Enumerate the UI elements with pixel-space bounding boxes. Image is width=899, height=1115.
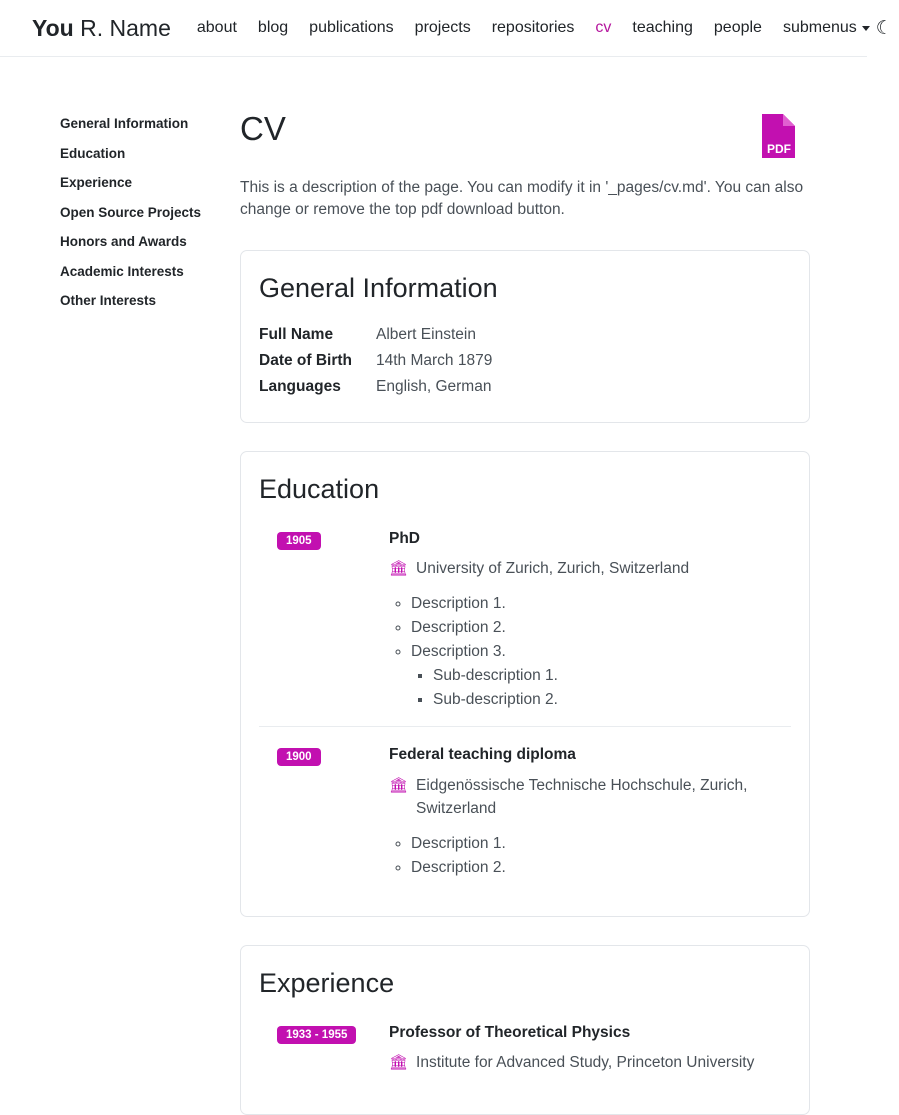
top-navbar [0, 0, 893, 57]
info-key-date-of-birth: Date of Birth [259, 351, 352, 369]
table-row [259, 322, 492, 348]
info-key-full-name: Full Name [259, 325, 334, 343]
list-item [259, 726, 791, 894]
chevron-down-icon [862, 26, 870, 31]
list-item [259, 523, 791, 726]
main-content [240, 109, 860, 1115]
moon-icon[interactable]: ☾ [875, 17, 893, 39]
card-education [240, 451, 810, 917]
entry-subdescription-list [411, 664, 785, 712]
list-item [259, 1017, 791, 1092]
entry-description-text: Description 3. [411, 643, 506, 661]
entry-title: PhD [389, 529, 420, 547]
page-title: CV [240, 110, 286, 147]
nav-dropdown-submenus[interactable] [783, 19, 870, 37]
list-item: ◦ Description 2. [411, 856, 785, 880]
entry-body [389, 745, 791, 880]
bank-icon: 🏛 [389, 1054, 409, 1072]
entry-institution-row [389, 557, 785, 580]
info-key-languages: Languages [259, 377, 341, 395]
card-experience [240, 945, 810, 1115]
list-item: ▪ Sub-description 2. [433, 688, 785, 712]
list-item [411, 640, 785, 712]
sidebar-item-education[interactable]: Education [60, 145, 126, 161]
status-badge: 1933 - 1955 [277, 1026, 356, 1044]
nav-link-about[interactable]: about [196, 19, 237, 36]
pdf-file-icon [756, 113, 800, 159]
info-value-date-of-birth: 14th March 1879 [376, 351, 493, 369]
nav-link-repositories[interactable]: repositories [491, 19, 575, 36]
entry-title: Federal teaching diploma [389, 746, 576, 764]
entry-date-column [259, 529, 389, 712]
entry-body [389, 529, 791, 712]
entry-date-column [259, 745, 389, 880]
entry-title: Professor of Theoretical Physics [389, 1024, 631, 1042]
nav-links [197, 19, 870, 37]
entry-institution: Institute for Advanced Study, Princeton University [416, 1054, 755, 1072]
toc-sidebar [0, 109, 240, 1115]
page-description: This is a description of the page. You can modify it in '_pages/cv.md'. You can also change or remove the top pdf download button. [240, 179, 804, 219]
card-general-information [240, 250, 810, 423]
svg-text:PDF: PDF [767, 142, 791, 156]
card-heading-experience: Experience [259, 968, 395, 999]
status-badge: 1905 [277, 532, 321, 550]
table-row [259, 374, 492, 400]
nav-link-teaching[interactable]: teaching [632, 19, 693, 36]
list-item: ◦ Description 2. [411, 616, 785, 640]
info-value-full-name: Albert Einstein [376, 325, 476, 343]
list-item: ◦ Description 1. [411, 592, 785, 616]
nav-dropdown-label: submenus [782, 19, 857, 36]
pdf-download-button[interactable] [756, 113, 800, 159]
entry-description-list [389, 592, 785, 712]
sidebar-item-experience[interactable]: Experience [60, 175, 133, 191]
nav-link-publications[interactable]: publications [309, 19, 394, 36]
nav-link-people[interactable]: people [713, 19, 762, 36]
sidebar-item-open-source-projects[interactable]: Open Source Projects [60, 204, 202, 220]
list-item: ▪ Sub-description 1. [433, 664, 785, 688]
entry-institution: Eidgenössische Technische Hochschule, Zurich, Switzerland [416, 776, 748, 817]
sidebar-item-other-interests[interactable]: Other Interests [60, 293, 157, 309]
nav-link-blog[interactable]: blog [257, 19, 289, 36]
entry-institution-row [389, 774, 785, 821]
site-brand[interactable] [32, 15, 171, 42]
card-heading-education: Education [259, 473, 380, 504]
info-value-languages: English, German [376, 377, 492, 395]
nav-link-projects[interactable]: projects [414, 19, 471, 36]
sidebar-item-general-information[interactable]: General Information [60, 116, 189, 131]
bank-icon: 🏛 [389, 560, 409, 578]
sidebar-item-academic-interests[interactable]: Academic Interests [60, 263, 184, 279]
status-badge: 1900 [277, 748, 321, 766]
card-heading-general-information: General Information [259, 272, 498, 303]
brand-bold: You [32, 14, 74, 41]
entry-institution-row [389, 1051, 785, 1074]
nav-link-cv[interactable]: cv [595, 19, 612, 36]
page-body [0, 57, 867, 1115]
bank-icon: 🏛 [389, 776, 409, 794]
general-information-table [259, 322, 492, 400]
table-row [259, 348, 492, 374]
list-item: ◦ Description 1. [411, 832, 785, 856]
sidebar-item-honors-and-awards[interactable]: Honors and Awards [60, 234, 187, 250]
entry-body [389, 1023, 791, 1078]
title-row [240, 109, 810, 159]
brand-rest: R. Name [73, 14, 171, 41]
entry-institution: University of Zurich, Zurich, Switzerland [416, 560, 690, 578]
entry-description-list [389, 832, 785, 880]
entry-date-column [259, 1023, 389, 1078]
